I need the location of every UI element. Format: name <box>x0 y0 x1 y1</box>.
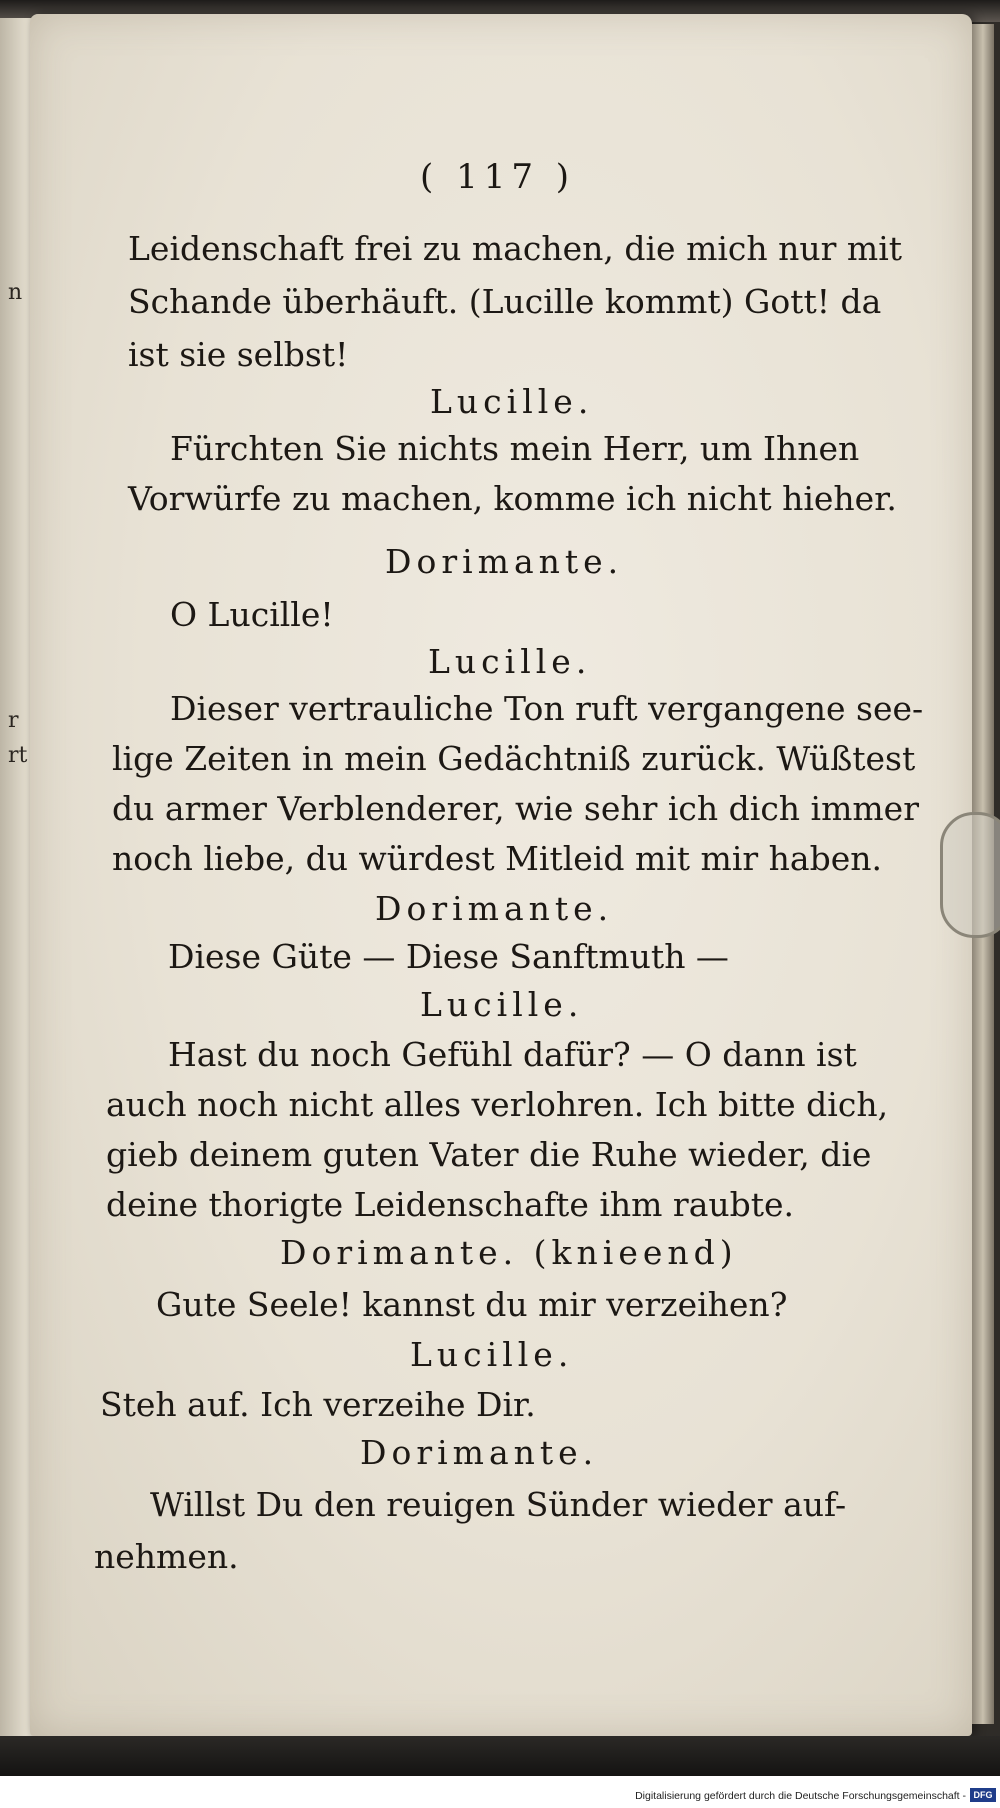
text-line: lige Zeiten in mein Gedächtniß zurück. Wüßtest <box>112 739 916 778</box>
speaker-name: Lucille. <box>410 1335 574 1374</box>
text-line: Schande überhäuft. (Lucille kommt) Gott! da <box>128 282 882 321</box>
text-line: Hast du noch Gefühl dafür? — O dann ist <box>168 1035 857 1074</box>
text-line: nehmen. <box>94 1537 239 1576</box>
page-number: ( 117 ) <box>420 157 576 197</box>
facing-page-fragment: rt <box>8 743 28 768</box>
text-line: ist sie selbst! <box>128 335 349 374</box>
speaker-name: Dorimante. (knieend) <box>280 1233 738 1272</box>
page-clip <box>940 812 1000 938</box>
text-line: deine thorigte Leidenschafte ihm raubte. <box>106 1185 795 1224</box>
text-line: Willst Du den reuigen Sünder wieder auf- <box>150 1485 847 1524</box>
text-line: Fürchten Sie nichts mein Herr, um Ihnen <box>170 429 860 468</box>
text-line: gieb deinem guten Vater die Ruhe wieder, die <box>106 1135 872 1174</box>
speaker-name: Dorimante. <box>360 1433 599 1472</box>
speaker-name: Dorimante. <box>385 542 624 581</box>
text-line: du armer Verblenderer, wie sehr ich dich immer <box>112 789 919 828</box>
text-line: auch noch nicht alles verlohren. Ich bitte dich, <box>106 1085 889 1124</box>
text-line: noch liebe, du würdest Mitleid mit mir haben. <box>112 839 882 878</box>
dfg-logo: DFG <box>970 1788 996 1802</box>
facing-page-fragment: r <box>8 708 19 733</box>
text-line: Steh auf. Ich verzeihe Dir. <box>100 1385 536 1424</box>
speaker-name: Lucille. <box>430 382 594 421</box>
speaker-name: Lucille. <box>428 642 592 681</box>
scan-bottom-edge <box>0 1736 1000 1776</box>
speaker-name: Dorimante. <box>375 889 614 928</box>
text-line: Gute Seele! kannst du mir verzeihen? <box>156 1285 788 1324</box>
text-line: O Lucille! <box>170 595 334 634</box>
facing-page-fragment: n <box>8 280 23 305</box>
text-line: Leidenschaft frei zu machen, die mich nur mit <box>128 229 903 268</box>
text-line: Dieser vertrauliche Ton ruft vergangene see- <box>170 689 924 728</box>
text-line: Vorwürfe zu machen, komme ich nicht hieher. <box>128 479 897 518</box>
text-line: Diese Güte — Diese Sanftmuth — <box>168 937 729 976</box>
digitization-credit: Digitalisierung gefördert durch die Deutsche Forschungsgemeinschaft - <box>635 1790 966 1802</box>
speaker-name: Lucille. <box>420 985 584 1024</box>
